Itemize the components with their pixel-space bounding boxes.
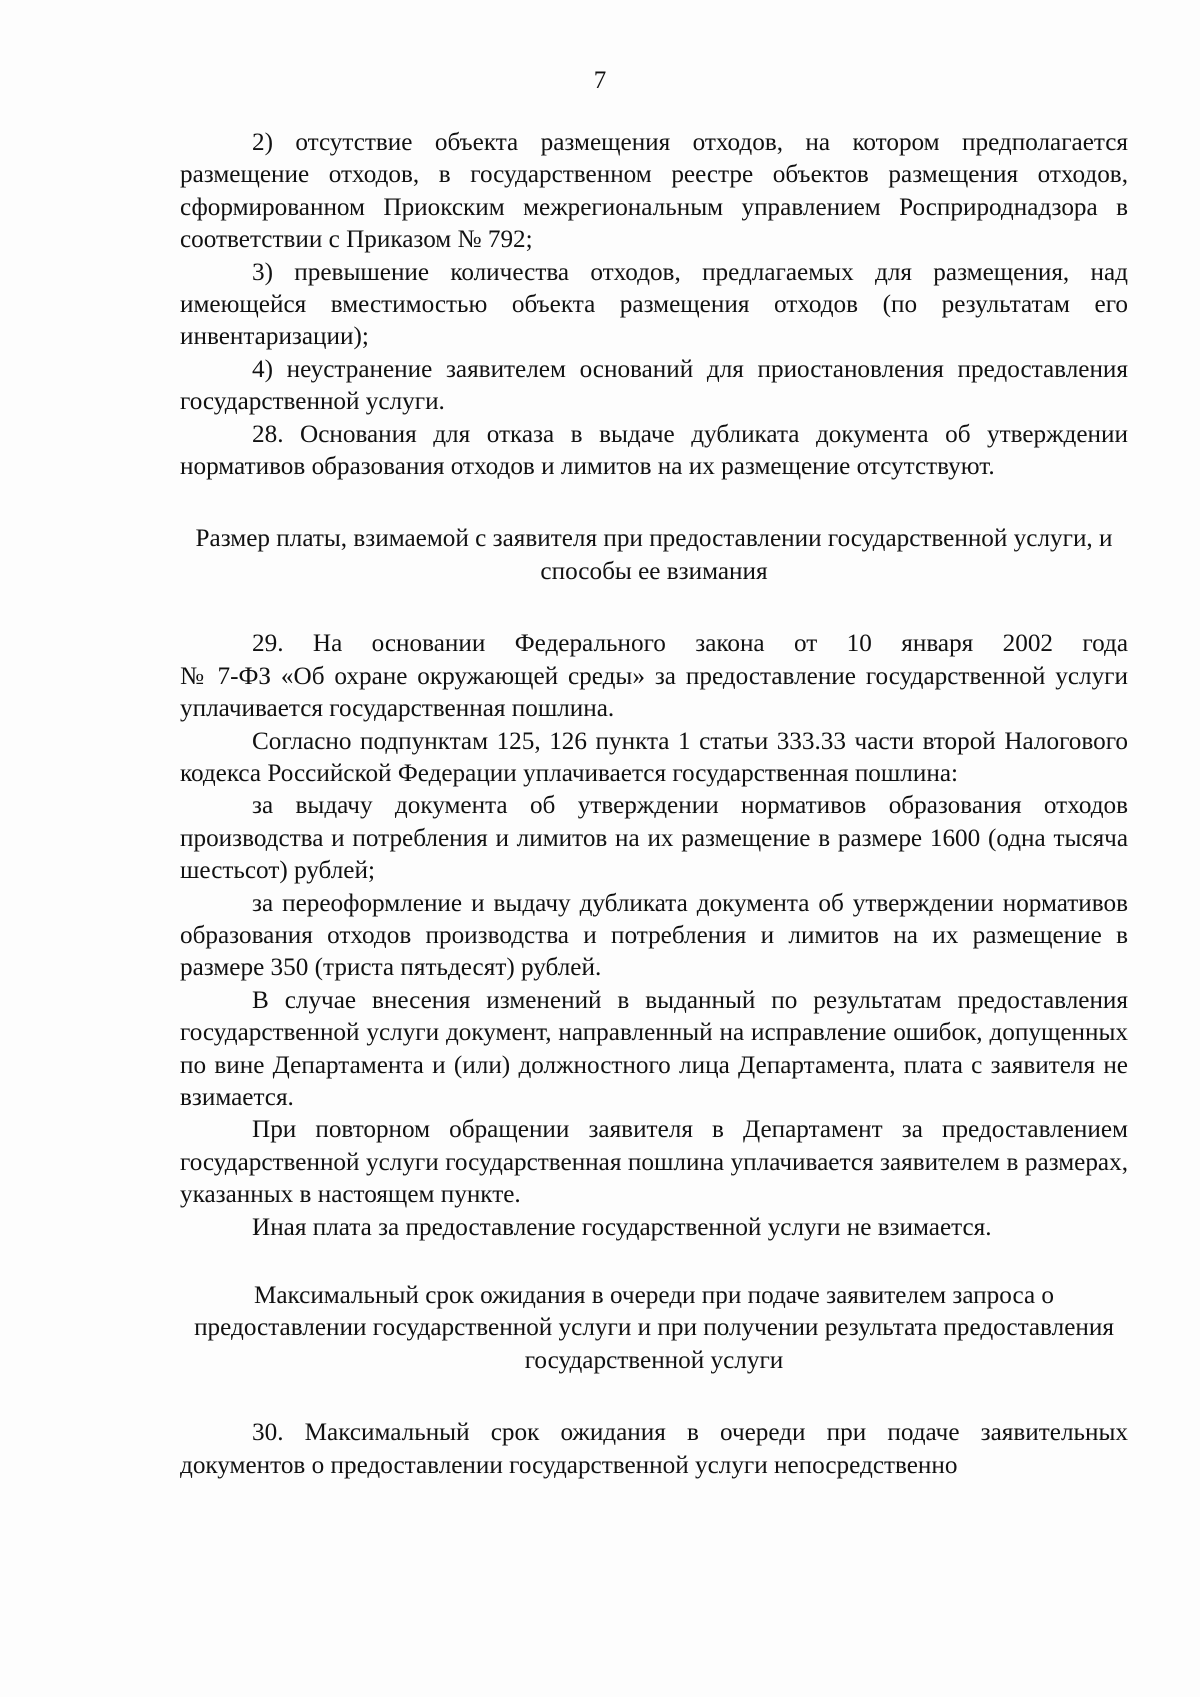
paragraph-28: 28. Основания для отказа в выдаче дубликата документа об утверждении нормативов образования отходов и лимитов на их размещение отсутствуют. — [180, 420, 1128, 481]
paragraph-corrections: В случае внесения изменений в выданный по результатам предоставления государственной услуги документ, направленный на исправление ошибок, допущенных по вине Департамента и (или) должностного лица Департамента, плата с заявителя не взимается. — [180, 986, 1128, 1111]
spacer — [180, 588, 1128, 628]
paragraph-fee-duplicate: за переоформление и выдачу дубликата документа об утверждении нормативов образования отходов производства и потребления и лимитов на их размещение в размере 350 (триста пятьдесят) рублей. — [180, 889, 1128, 982]
section-heading-fee: Размер платы, взимаемой с заявителя при предоставлении государственной услуги, и способы ее взимания — [195, 525, 1113, 585]
paragraph-item-4: 4) неустранение заявителем оснований для приостановления предоставления государственной услуги. — [180, 355, 1128, 416]
document-body — [180, 127, 1128, 1482]
spacer — [180, 1244, 1128, 1280]
spacer — [180, 1377, 1128, 1417]
paragraph-tax-code: Согласно подпунктам 125, 126 пункта 1 статьи 333.33 части второй Налогового кодекса Российской Федерации уплачивается государственная пошлина: — [180, 727, 1128, 787]
paragraph-30: 30. Максимальный срок ожидания в очереди при подаче заявительных документов о предоставлении государственной услуги непосредственно — [180, 1419, 1128, 1479]
section-heading-queue: Максимальный срок ожидания в очереди при подаче заявителем запроса о предоставлении государственной услуги и при получении результата предоставления государственной услуги — [194, 1282, 1114, 1374]
spacer — [180, 483, 1128, 523]
paragraph-repeat-request: При повторном обращении заявителя в Департамент за предоставлением государственной услуги государственная пошлина уплачивается заявителем в размерах, указанных в настоящем пункте. — [180, 1116, 1128, 1209]
paragraph-fee-issue: за выдачу документа об утверждении нормативов образования отходов производства и потребления и лимитов на их размещение в размере 1600 (одна тысяча шестьсот) рублей; — [180, 792, 1128, 885]
paragraph-item-2: 2) отсутствие объекта размещения отходов, на котором предполагается размещение отходов, в государственном реестре объектов размещения отходов, сформированном Приокским межрегиональным управлением Росприроднадзора в соответствии с Приказом № 792; — [180, 129, 1128, 254]
paragraph-29-cont: № 7-ФЗ «Об охране окружающей среды» за предоставление государственной услуги уплачивается государственная пошлина. — [180, 662, 1128, 723]
paragraph-item-3: 3) превышение количества отходов, предлагаемых для размещения, над имеющейся вместимостью объекта размещения отходов (по результатам его инвентаризации); — [180, 258, 1128, 351]
page-number: 7 — [593, 67, 607, 94]
paragraph-29-start: 29. На основании Федерального закона от 10 января 2002 года — [252, 630, 1128, 658]
paragraph-no-other-fee: Иная плата за предоставление государственной услуги не взимается. — [252, 1213, 992, 1241]
